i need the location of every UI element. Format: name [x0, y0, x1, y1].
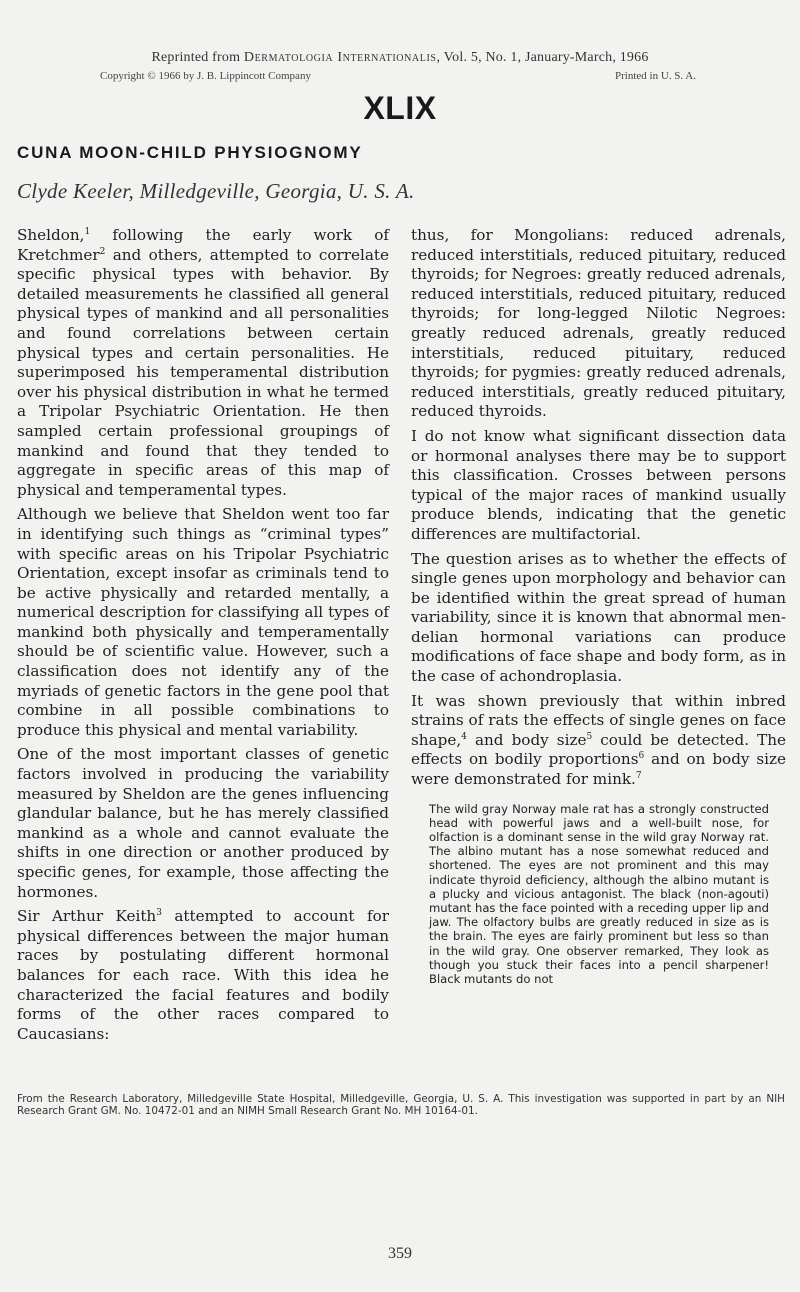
left-column — [17, 226, 389, 1044]
paragraph: Sheldon,$^1$ following the early work of Kretchmer$^2$ and others, attempted to correlate specific physical types with behavior. By detailed measurements he classified all general physical types of mankind and all personalities and found correlations between certain physical types and certain personalities. He superimposed his temperamental distribution over his physical distribution in what he termed a Tripolar Psychiatric Orientation. He then sampled certain professional groupings of mankind and found that they tended to aggregate in specific areas of this map of physical and temperamental types. — [17, 226, 389, 499]
page-number: 359 — [388, 1245, 412, 1262]
article-number: XLIX — [363, 90, 437, 126]
issue-info: , Vol. 5, No. 1, January-March, 1966 — [436, 50, 649, 65]
paragraph: Although we believe that Sheldon went too far in identifying such things as “criminal types” with specific areas on his Tripolar Psychiatric Orientation, except insofar as criminals tend to be active physically and retarded mentally, a numerical description for classifying all types of mankind both physically and temperamentally should be of scientific value. However, such a classification does not identify any of the myriads of genetic factors in the gene pool that combine in all possible combinations to produce this physical and mental variability. — [17, 505, 389, 739]
journal-name: Dermatologia Internationalis — [243, 50, 437, 65]
right-column — [411, 226, 786, 986]
printed-in: Printed in U. S. A. — [615, 70, 696, 82]
figure-caption: The wild gray Norway male rat has a strongly constructed head with powerful jaws and a well-built nose, for olfaction is a dominant sense in the wild gray Norway rat. The albino mutant has a nose somewhat reduced and shortened. The eyes are not prominent and this may indicate thyroid deficiency, although the albino mutant is a plucky and vicious antagonist. The black (non-agouti) mutant has the face pointed with a receding upper lip and jaw. The olfactory bulbs are greatly reduced in size as is the brain. The eyes are fairly prominent but less so than in the wild gray. One observer remarked, They look as though you stuck their faces into a pencil sharpener! Black mutants do not — [429, 801, 769, 987]
paragraph: Sir Arthur Keith$^3$ attempted to account for physical differences between the major human races by postulating different hormonal balances for each race. With this idea he characterized the facial features and bodily forms of the other races compared to Caucasians: — [17, 907, 389, 1043]
footnote: From the Research Laboratory, Milledgeville State Hospital, Milledgeville, Georgia, U. S. A. This investigation was supported in part by an NIH Research Grant GM. No. 10472-01 and an NIMH Small Research Grant No. MH 10164-01. — [17, 1093, 785, 1117]
copyright-line — [100, 70, 696, 82]
paragraph: The question arises as to whether the effects of single genes upon morphology and behavior can be identified within the great spread of human variability, since it is known that abnormal mendelian hormonal variations can produce modifications of face shape and body form, as in the case of achondroplasia. — [411, 549, 786, 686]
paragraph: I do not know what significant dissection data or hormonal analyses there may be to support this classification. Crosses between persons typical of the major races of mankind usually produce blends, indicating that the genetic differences are multifactorial. — [411, 426, 786, 543]
paragraph: One of the most important classes of genetic factors involved in producing the variability measured by Sheldon are the genes influencing glandular balance, but he has merely classified mankind as a whole and cannot evaluate the shifts in one direction or another produced by specific genes, for example, those affecting the hormones. — [17, 745, 389, 901]
article-title: CUNA MOON-CHILD PHYSIOGNOMY — [17, 143, 363, 162]
paragraph: It was shown previously that within inbred strains of rats the effects of single genes on face shape,$^4$ and body size$^5$ could be detected. The effects on bodily proportions$^6$ and on body size were demonstrated for mink.$^7$ — [411, 691, 787, 789]
copyright-text: Copyright © 1966 by J. B. Lippincott Company — [100, 70, 311, 82]
reprint-prefix: Reprinted from — [151, 50, 244, 65]
paragraph: thus, for Mongolians: reduced adrenals, reduced interstitials, reduced pituitary, reduced thyroids; for Negroes: greatly reduced adrenals, reduced interstitials, reduced pituitary, reduced thyroids; for long-legged Nilotic Negroes: greatly reduced adrenals, greatly reduced interstitials, reduced pituitary, reduced thyroids; for pygmies: greatly reduced adrenals, reduced interstitials, greatly reduced pituitary, reduced thyroids. — [411, 226, 786, 421]
reprint-line — [0, 50, 800, 66]
article-author: Clyde Keeler, Milledgeville, Georgia, U. S. A. — [17, 179, 415, 203]
